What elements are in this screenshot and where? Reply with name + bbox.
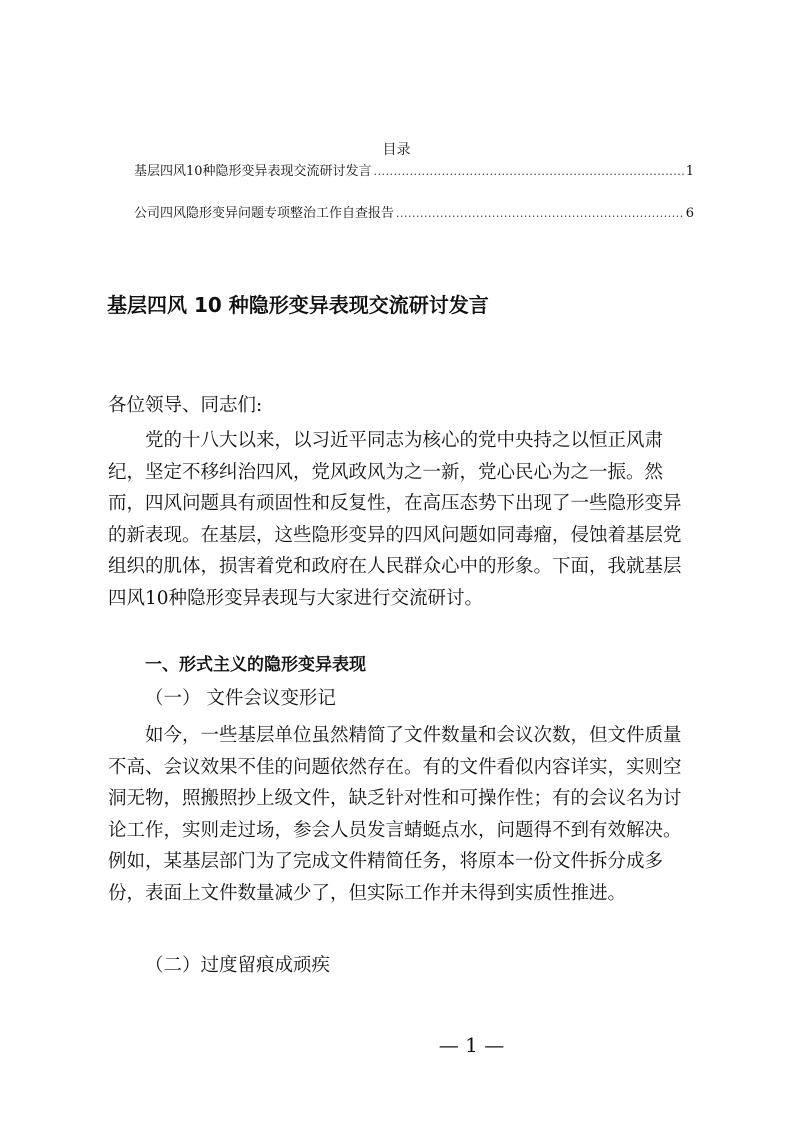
- toc-entry-title: 基层四风10种隐形变异表现交流研讨发言: [134, 164, 372, 179]
- toc-entry-title: 公司四风隐形变异问题专项整治工作自查报告: [134, 206, 395, 221]
- toc-entry-page: 1: [685, 164, 694, 179]
- page-number: — 1 —: [438, 1033, 505, 1057]
- toc-leader-dots: [396, 205, 684, 223]
- toc-entry[interactable]: [134, 163, 694, 181]
- document-title: 基层四风 10 种隐形变异表现交流研讨发言: [107, 293, 489, 317]
- toc-leader-dots: [374, 163, 684, 181]
- toc-title: 目录: [382, 142, 411, 158]
- section-heading: 一、形式主义的隐形变异表现: [145, 655, 366, 675]
- subsection-heading: （一） 文件会议变形记: [145, 688, 336, 709]
- subsection-heading: （二）过度留痕成顽疾: [145, 955, 331, 976]
- toc-entry-page: 6: [685, 206, 694, 221]
- body-paragraph: 党的十八大以来，以习近平同志为核心的党中央持之以恒正风肃纪，坚定不移纠治四风，党风政风为之一新，党心民心为之一振。然而，四风问题具有顽固性和反复性，在高压态势下出现了一些隐形变异的新表现。在基层，这些隐形变异的四风问题如同毒瘤，侵蚀着基层党组织的肌体，损害着党和政府在人民群众心中的形象。下面，我就基层四风10种隐形变异表现与大家进行交流研讨。: [108, 430, 682, 609]
- body-paragraph: 如今，一些基层单位虽然精简了文件数量和会议次数，但文件质量不高、会议效果不佳的问题依然存在。有的文件看似内容详实，实则空洞无物，照搬照抄上级文件，缺乏针对性和可操作性；有的会议名为讨论工作，实则走过场，参会人员发言蜻蜓点水，问题得不到有效解决。例如，某基层部门为了完成文件精简任务，将原本一份文件拆分成多份，表面上文件数量减少了，但实际工作并未得到实质性推进。: [108, 725, 682, 904]
- salutation: 各位领导、同志们:: [108, 395, 263, 416]
- toc-entry[interactable]: [134, 205, 694, 223]
